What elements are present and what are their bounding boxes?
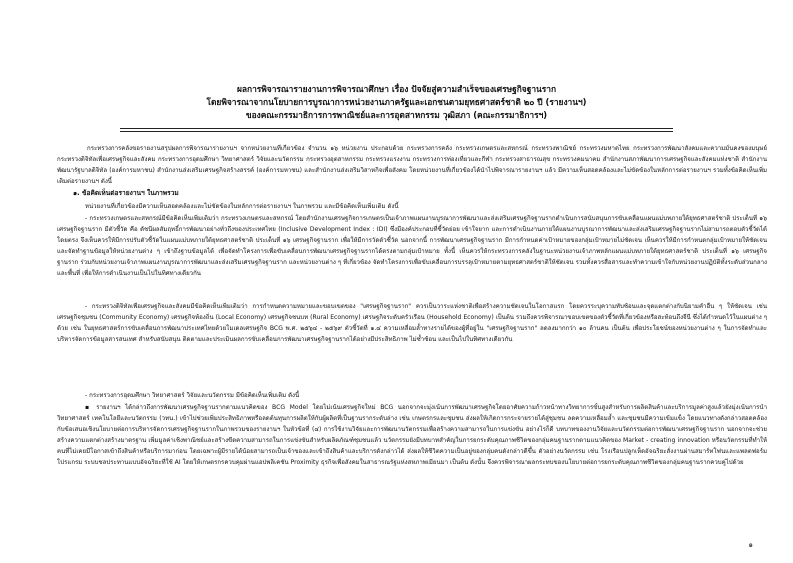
paragraph-digital-economy: - กระทรวงดิจิทัลเพื่อเศรษฐกิจและสังคมมีข้อคิดเห็นเพิ่มเติมว่า การกำหนดความหมายและขอบเขตของ "เศรษฐกิจฐานราก" ควรเป็นวาระแห่งชาติเพื่อสร้างความชัดเจนในโอกาสแรก โดยควรระบุความทับซ้อนและจุดแตกต่างกับนิยามคำอื่น ๆ ให้ชัดเจน เช่น เศรษฐกิจชุมชน (Community Economy) เศรษฐกิจท้องถิ่น (Local Economy) เศรษฐกิจชนบท (Rural Economy) เศรษฐกิจระดับครัวเรือน (Household Economy) เป็นต้น รวมถึงควรพิจารณาขอบเขตของตัวชี้วัดที่เกี่ยวข้องหรือสะท้อนถึงจีนี ซึ่งได้กำหนดไว้ในแผนต่าง ๆ ด้วย เช่น ในยุทธศาสตร์การขับเคลื่อนการพัฒนาประเทศไทยด้วยโมเดลเศรษฐกิจ BCG พ.ศ. ๒๕๖๔ - ๒๕๖๙ ตัวชี้วัดที่ ๑.๔ ความเหลื่อมล้ำทางรายได้ของผู้ที่อยู่ใน "เศรษฐกิจฐานราก" ลดลงมากกว่า ๑๐ ล้านคน เป็นต้น เพื่อประโยชน์ของหน่วยงานต่าง ๆ ในการจัดทำและบริหารจัดการข้อมูลสารสนเทศ สำหรับสนับสนุน ติดตามและประเมินผลการขับเคลื่อนการพัฒนาเศรษฐกิจฐานรากได้อย่างมีประสิทธิภาพ ไม่ซ้ำซ้อน และเป็นไปในทิศทางเดียวกัน [57,303,767,343]
title-rule-top [120,128,673,129]
title-line-1: ผลการพิจารณารายงานการพิจารณาศึกษา เรื่อง ปัจจัยสู่ความสำเร็จของเศรษฐกิจฐานราก [236,84,557,94]
title-line-3: ของคณะกรรมาธิการการพาณิชย์และการอุตสาหกรรม วุฒิสภา (คณะกรรมาธิการฯ) [245,110,548,120]
paragraph-bcg-model: ▪ รายงานฯ ได้กล่าวถึงการพัฒนาเศรษฐกิจฐานรากตามแนวคิดของ BCG Model โดยไม่เน้นเศรษฐกิจใหม่ BCG นอกจากจะมุ่งเน้นการพัฒนาเศรษฐกิจโดยอาศัยความก้าวหน้าทางวิทยาการขั้นสูงสำหรับการผลิตสินค้าและบริการมูลค่าสูงแล้วยังมุ่งเน้นการนำวิทยาศาสตร์ เทคโนโลยีและนวัตกรรม (วทน.) เข้าไปช่วยเพิ่มประสิทธิภาพหรือลดต้นทุนการผลิตให้กับผู้ผลิตที่เป็นฐานรากระดับล่าง เช่น เกษตรกรและชุมชน ส่งผลให้เกิดการกระจายรายได้สู่ชุมชน ลดความเหลื่อมล้ำ และชุมชนมีความเข้มแข็ง โดยแนวทางดังกล่าวสอดคล้องกับข้อเสนอเชิงนโยบายต่อการบริหารจัดการเศรษฐกิจฐานรากในภาพรวมของรายงานฯ ในหัวข้อที่ (๔) การใช้งานวิจัยและการพัฒนานวัตกรรมเพื่อสร้างความสามารถในการแข่งขัน อย่างไรก็ดี บทบาทของงานวิจัยและนวัตกรรมต่อการพัฒนาเศรษฐกิจฐานราก นอกจากจะช่วยสร้างความแตกต่างสร้างมาตรฐาน เพิ่มมูลค่าเชิงพาณิชย์และสร้างขีดความสามารถในการแข่งขันสำหรับผลิตภัณฑ์ชุมชนแล้ว นวัตกรรมยังมีบทบาทสำคัญในการยกระดับคุณภาพชีวิตของกลุ่มคนฐานรากตามแนวคิดของ Market - creating innovation หรือนวัตกรรมที่ทำให้คนที่ไม่เคยมีโอกาสเข้าถึงสินค้าหรือบริการมาก่อน โดยเฉพาะผู้มีรายได้น้อยสามารถเป็นเจ้าของและเข้าถึงสินค้าและบริการดังกล่าวได้ ส่งผลให้ชีวิตความเป็นอยู่ของกลุ่มคนดังกล่าวดีขึ้น ตัวอย่างนวัตกรรม เช่น โรงเรือนปลูกเห็ดอัจฉริยะสั่งงานผ่านสมาร์ทโฟนและแพลตฟอร์มโปรแกรม ระบบชลประทานแบบอัจฉริยะที่ใช้ AI โดยให้เกษตรกรควบคุมผ่านแอปพลิเคชัน Proximity ธุรกิจเพื่อสังคมในสาธารณรัฐแห่งสหภาพเมียนมา เป็นต้น ดังนั้น จึงควรพิจารณาผลกระทบของนโยบายต่อการยกระดับคุณภาพชีวิตของกลุ่มคนฐานรากควบคู่ไปด้วย [57,404,767,466]
section-heading-1: ๑. ข้อคิดเห็นต่อรายงานฯ ในภาพรวม [73,189,179,197]
title-line-2: โดยพิจารณาจากนโยบายการบูรณาการหน่วยงานภาครัฐและเอกชนตามยุทธศาสตร์ชาติ ๒๐ ปี (รายงานฯ) [206,97,587,107]
section-intro: หน่วยงานที่เกี่ยวข้องมีความเห็นสอดคล้องและไม่ขัดข้องในหลักการต่อรายงานฯ ในภาพรวม และมีข้อคิดเห็นเพิ่มเติม ดังนี้ [85,203,399,210]
paragraph-agriculture: - กระทรวงเกษตรและสหกรณ์มีข้อคิดเห็นเพิ่มเติมว่า กระทรวงเกษตรและสหกรณ์ โดยสำนักงานเศรษฐกิจการเกษตรเป็นเจ้าภาพแผนงานบูรณาการพัฒนาและส่งเสริมเศรษฐกิจฐานรากดำเนินการสนับสนุนการขับเคลื่อนแผนแม่บทภายใต้ยุทธศาสตร์ชาติ ประเด็นที่ ๑๖ เศรษฐกิจฐานราก มีตัวชี้วัด คือ ดัชนีผลสัมฤทธิ์การพัฒนาอย่างทั่วถึงของประเทศไทย (Inclusive Development Index : IDI) ซึ่งมีองค์ประกอบที่ชี้วัดย่อย เข้าใจยาก และการดำเนินงานภายใต้แผนงานบูรณาการพัฒนาและส่งเสริมเศรษฐกิจฐานรากไม่สามารถตอบตัวชี้วัดได้โดยตรง จึงเห็นควรให้มีการปรับตัวชี้วัดในแผนแม่บทภายใต้ยุทธศาสตร์ชาติ ประเด็นที่ ๑๖ เศรษฐกิจฐานราก เพื่อให้มีการวัดตัวชี้วัด นอกจากนี้ การพัฒนาเศรษฐกิจฐานราก มีการกำหนดค่าเป้าหมายของกลุ่มเป้าหมายไม่ชัดเจน เห็นควรให้มีการกำหนดกลุ่มเป้าหมายให้ชัดเจนและจัดทำฐานข้อมูลให้หน่วยงานต่าง ๆ เข้าถึงฐานข้อมูลได้ เพื่อจัดทำโครงการเพื่อขับเคลื่อนการพัฒนาเศรษฐกิจฐานรากได้ตรงตามกลุ่มเป้าหมาย ทั้งนี้ เห็นควรให้กระทรวงการคลังในฐานะหน่วยงานเจ้าภาพหลักแผนแม่บทภายใต้ยุทธศาสตร์ชาติ ประเด็นที่ ๑๖ เศรษฐกิจฐานราก ร่วมกับหน่วยงานเจ้าภาพแผนงานบูรณาการพัฒนาและส่งเสริมเศรษฐกิจฐานราก และหน่วยงานต่าง ๆ ที่เกี่ยวข้อง จัดทำโครงการเพื่อขับเคลื่อนการบรรลุเป้าหมายตามยุทธศาสตร์ชาติให้ชัดเจน รวมทั้งควรสื่อสารและทำความเข้าใจกับหน่วยงานปฏิบัติทั้งระดับส่วนกลางและพื้นที่ เพื่อให้การดำเนินงานเป็นไปในทิศทางเดียวกัน [57,215,767,277]
paragraph-higher-education-heading: - กระทรวงการอุดมศึกษา วิทยาศาสตร์ วิจัยและนวัตกรรม มีข้อคิดเห็นเพิ่มเติม ดังนี้ [85,392,300,399]
title-rule-bottom [120,131,673,132]
page-number: ๑ [748,541,753,549]
intro-paragraph: กระทรวงการคลังขอรายงานสรุปผลการพิจารณารายงานฯ จากหน่วยงานที่เกี่ยวข้อง จำนวน ๑๖ หน่วยงาน ประกอบด้วย กระทรวงการคลัง กระทรวงเกษตรและสหกรณ์ กระทรวงพาณิชย์ กระทรวงมหาดไทย กระทรวงการพัฒนาสังคมและความมั่นคงของมนุษย์ กระทรวงดิจิทัลเพื่อเศรษฐกิจและสังคม กระทรวงการอุดมศึกษา วิทยาศาสตร์ วิจัยและนวัตกรรม กระทรวงอุตสาหกรรม กระทรวงแรงงาน กระทรวงการท่องเที่ยวและกีฬา กระทรวงสาธารณสุข กระทรวงคมนาคม สำนักงานสภาพัฒนาการเศรษฐกิจและสังคมแห่งชาติ สำนักงานพัฒนารัฐบาลดิจิทัล (องค์การมหาชน) สำนักงานส่งเสริมเศรษฐกิจสร้างสรรค์ (องค์การมหาชน) และสำนักงานส่งเสริมวิสาหกิจเพื่อสังคม โดยหน่วยงานที่เกี่ยวข้องได้นำไปพิจารณารายงานฯ แล้ว มีความเห็นสอดคล้องและไม่ขัดข้องในหลักการต่อรายงานฯ รวมทั้งข้อคิดเห็นเพิ่มเติมต่อรายงานฯ ดังนี้ [57,145,767,185]
